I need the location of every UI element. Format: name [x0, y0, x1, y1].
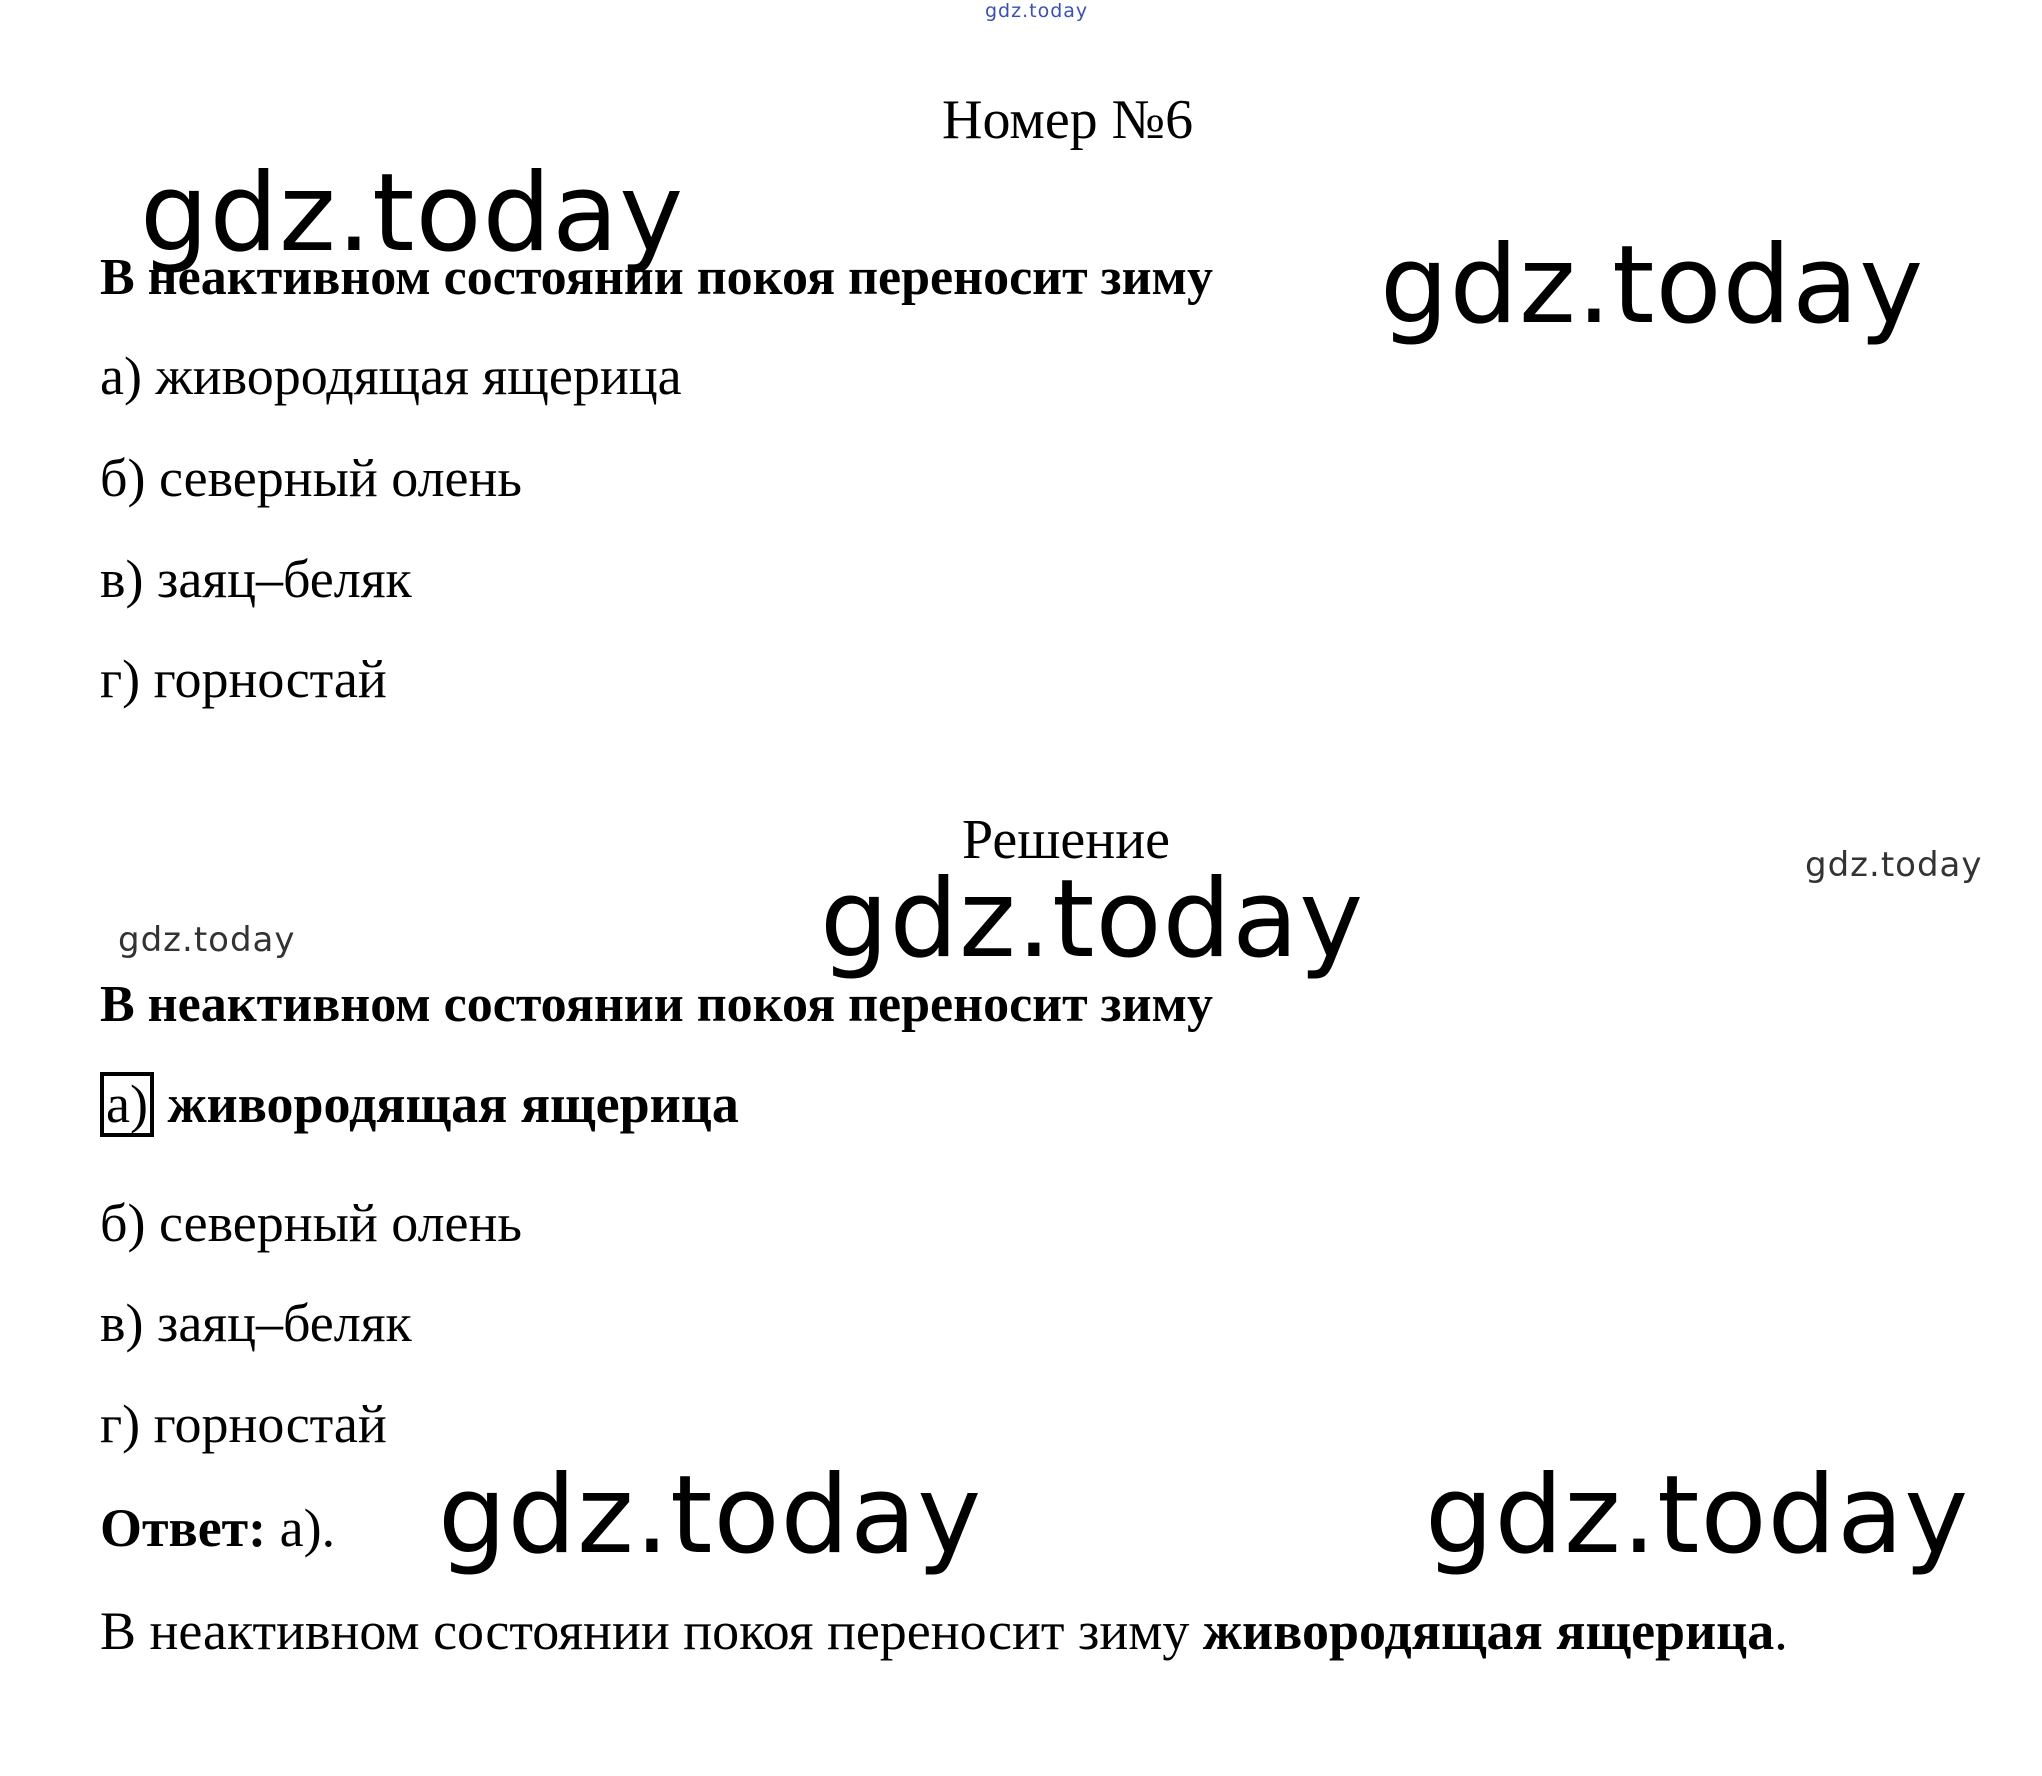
- watermark-text: gdz.today: [1380, 223, 1925, 348]
- watermark-text: gdz.today: [985, 0, 1089, 22]
- solution-option-d: [100, 1393, 387, 1455]
- option-letter: г): [100, 649, 141, 709]
- answer-label: Ответ:: [100, 1498, 267, 1558]
- conclusion-prefix: В неактивном состоянии покоя переносит зиму: [100, 1601, 1190, 1661]
- option-letter: а): [100, 346, 142, 406]
- option-letter: в): [100, 1293, 144, 1353]
- watermark-text: gdz.today: [118, 920, 296, 960]
- option-letter: г): [100, 1394, 141, 1454]
- option-letter: б): [100, 448, 146, 508]
- option-label: заяц–беляк: [156, 549, 412, 609]
- solution-option-c: [100, 1292, 412, 1354]
- correct-answer-box: а): [100, 1072, 154, 1137]
- option-label: горностай: [153, 1394, 387, 1454]
- conclusion-suffix: .: [1774, 1601, 1788, 1661]
- option-d: [100, 648, 387, 710]
- solution-heading: Решение: [962, 809, 1171, 871]
- option-label: северный олень: [158, 1193, 523, 1253]
- conclusion-sentence: [100, 1600, 1788, 1662]
- solution-option-b: [100, 1192, 522, 1254]
- watermark-text: gdz.today: [140, 151, 685, 276]
- question-text: В неактивном состоянии покоя переносит зиму: [100, 249, 1213, 306]
- watermark-text: gdz.today: [1805, 845, 1983, 885]
- answer-line: [100, 1497, 335, 1559]
- option-c: [100, 548, 412, 610]
- solution-option-a-correct: [100, 1072, 739, 1137]
- option-letter: в): [100, 549, 144, 609]
- watermark-text: gdz.today: [438, 1453, 983, 1578]
- watermark-text: gdz.today: [820, 857, 1365, 982]
- option-label: северный олень: [158, 448, 523, 508]
- conclusion-answer: живородящая ящерица: [1202, 1601, 1775, 1661]
- watermark-text: gdz.today: [1425, 1453, 1970, 1578]
- option-label: заяц–беляк: [156, 1293, 412, 1353]
- option-label: живородящая ящерица: [167, 1074, 739, 1134]
- option-label: горностай: [153, 649, 387, 709]
- option-label: живородящая ящерица: [155, 346, 682, 406]
- solution-question-text: В неактивном состоянии покоя переносит зиму: [100, 976, 1213, 1033]
- answer-value: а).: [279, 1498, 336, 1558]
- page-title: Номер №6: [942, 89, 1194, 151]
- option-letter: б): [100, 1193, 146, 1253]
- option-b: [100, 447, 522, 509]
- option-a: [100, 345, 682, 407]
